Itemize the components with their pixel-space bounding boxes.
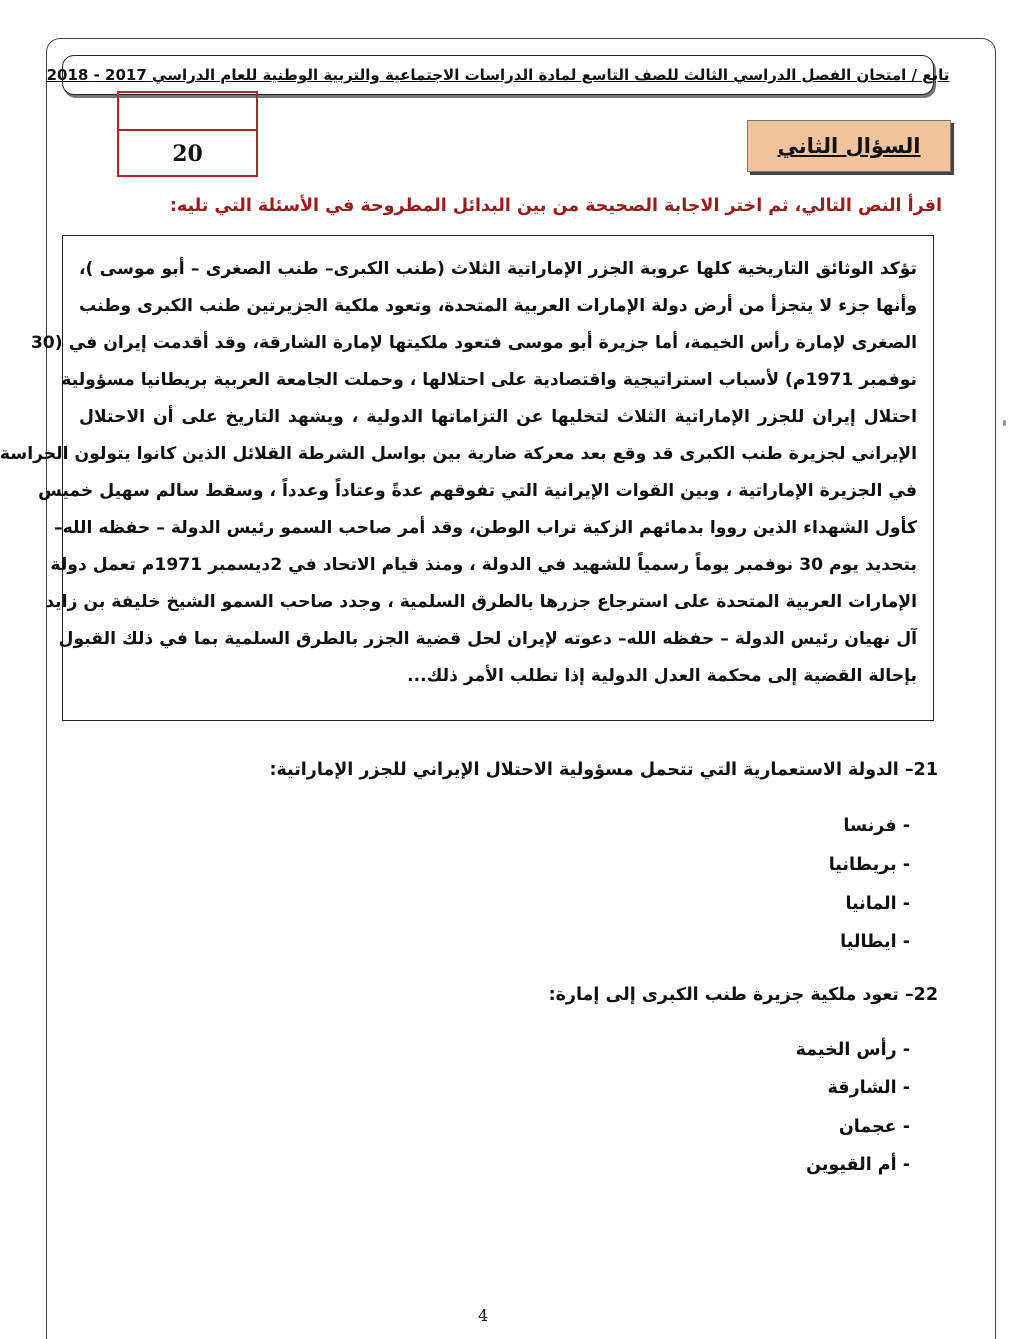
passage-line: بإحالة القضية إلى محكمة العدل الدولية إذا تطلب الأمر ذلك... <box>407 666 917 686</box>
passage-line: وأنها جزء لا يتجزأ من أرض دولة الإمارات العربية المتحدة، وتعود ملكية الجزيرتين طنب الكبرى وطنب <box>79 296 917 316</box>
option-label: أم القيوين <box>806 1155 897 1175</box>
option-label: ايطاليا <box>840 932 897 952</box>
passage-line: آل نهيان رئيس الدولة – حفظه الله– دعوته لإيران لحل قضية الجزر بالطرق السلمية بما في ذلك القبول <box>58 629 917 649</box>
option-22-a[interactable]: - رأس الخيمة <box>795 1040 910 1060</box>
option-label: عجمان <box>838 1117 897 1137</box>
scan-mark <box>1003 420 1006 426</box>
passage-line: الإمارات العربية المتحدة على استرجاع جزرها بالطرق السلمية ، وجدد صاحب السمو الشيخ خليفة بن زايد <box>45 592 917 612</box>
passage-line: بتحديد يوم 30 نوفمبر يوماً رسمياً للشهيد في الدولة ، ومنذ قيام الاتحاد في 2ديسمبر 1971م تعمل دولة <box>50 555 917 575</box>
score-total: 20 <box>172 141 203 167</box>
passage-line: احتلال إيران للجزر الإماراتية الثلاث لتخليها عن التزاماتها الدولية ، ويشهد التاريخ على أن الاحتلال <box>79 407 917 427</box>
option-label: الشارقة <box>827 1078 897 1098</box>
page-number: 4 <box>478 1306 489 1325</box>
instruction-text: اقرأ النص التالي، ثم اختر الاجابة الصحيحة من بين البدائل المطروحة في الأسئلة التي تليه: <box>169 196 942 216</box>
option-21-b[interactable]: - بريطانيا <box>828 855 910 875</box>
question-title: السؤال الثاني <box>747 120 951 172</box>
question-21: 21– الدولة الاستعمارية التي تتحمل مسؤولية الاحتلال الإيراني للجزر الإماراتية: <box>269 760 938 780</box>
score-obtained-cell <box>119 93 256 131</box>
option-21-d[interactable]: - ايطاليا <box>840 932 910 952</box>
reading-passage <box>0 235 934 721</box>
option-22-c[interactable]: - عجمان <box>838 1117 910 1137</box>
exam-header-banner <box>46 55 950 95</box>
exam-header-title: تابع / امتحان الفصل الدراسي الثالث للصف التاسع لمادة الدراسات الاجتماعية والتربية الوطنية للعام الدراسي 2017 - 2018 <box>46 66 950 84</box>
option-label: فرنسا <box>843 816 897 836</box>
passage-line: تؤكد الوثائق التاريخية كلها عروبة الجزر الإماراتية الثلاث (طنب الكبرى– طنب الصغرى – أبو موسى )، <box>79 259 917 279</box>
passage-line: نوفمبر 1971م) لأسباب استراتيجية واقتصادية على احتلالها ، وحملت الجامعة العربية بريطانيا مسؤولية <box>61 370 917 390</box>
option-21-a[interactable]: - فرنسا <box>843 816 910 836</box>
option-label: المانيا <box>845 894 897 914</box>
question-22: 22– تعود ملكية جزيرة طنب الكبرى إلى إمارة: <box>548 985 938 1005</box>
passage-line: الإيراني لجزيرة طنب الكبرى قد وقع بعد معركة ضارية بين بواسل الشرطة القلائل الذين كانوا يتولون الحراسة <box>0 444 917 464</box>
option-label: بريطانيا <box>828 855 897 875</box>
passage-line: في الجزيرة الإماراتية ، وبين القوات الإيرانية التي تفوقهم عدةً وعتاداً وعدداً ، وسقط سالم سهيل خميس <box>38 481 917 501</box>
option-label: رأس الخيمة <box>795 1040 897 1060</box>
passage-line: كأول الشهداء الذين رووا بدمائهم الزكية تراب الوطن، وقد أمر صاحب السمو رئيس الدولة – حفظه الله– <box>53 518 917 538</box>
option-21-c[interactable]: - المانيا <box>845 894 910 914</box>
score-box <box>117 91 258 177</box>
option-22-b[interactable]: - الشارقة <box>827 1078 910 1098</box>
passage-line: الصغرى لإمارة رأس الخيمة، أما جزيرة أبو موسى فتعود ملكيتها لإمارة الشارقة، وقد أقدمت إيران في (30 <box>30 333 917 353</box>
option-22-d[interactable]: - أم القيوين <box>806 1155 910 1175</box>
